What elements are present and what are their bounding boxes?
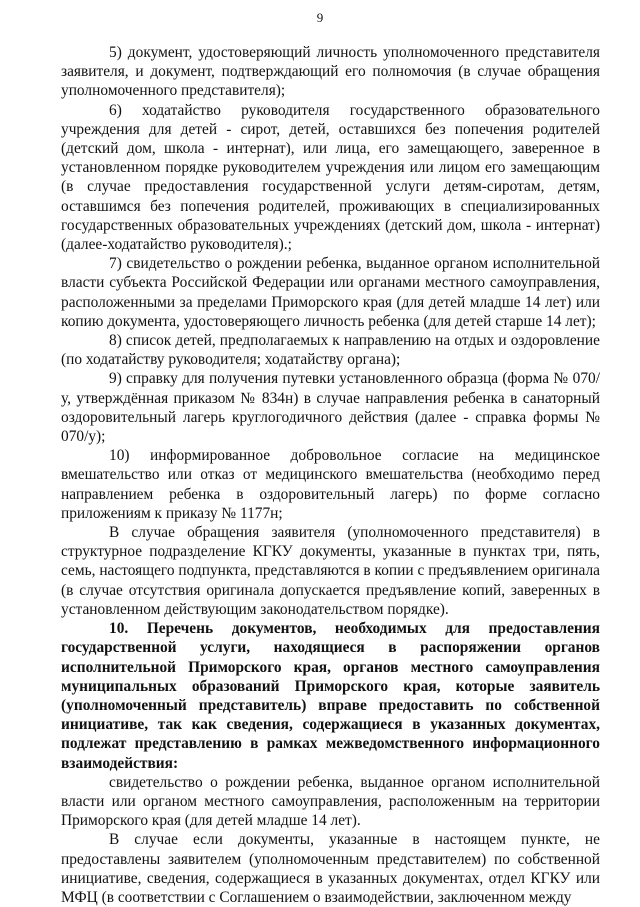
paragraph-item-6: 6) ходатайство руководителя государственного образовательного учреждения для детей - сирот, детей, оставшихся без попечения родителей (детский дом, школа - интернат), или лица, его замещающего, заверенное в установленном порядке руководителем учреждения или лицом его замещающим (в случае предоставления государственной услуги детям-сиротам, детям, оставшимся без попечения родителей, проживающих в специализированных государственных образовательных учреждениях (детский дом, школа - интернат) (далее-ходатайство руководителя).; (61, 101, 600, 254)
paragraph-birth-certificate: свидетельство о рождении ребенка, выданное органом исполнительной власти или органом местного самоуправления, расположенным на территории Приморского края (для детей младше 14 лет). (61, 773, 600, 830)
paragraph-item-10: 10) информированное добровольное согласие на медицинское вмешательство или отказ от медицинского вмешательства (необходимо перед направлением ребенка в оздоровительный лагерь) по форме согласно приложениям к приказу № 1177н; (61, 447, 600, 522)
section-10-heading: 10. Перечень документов, необходимых для предоставления государственной услуги, находящиеся в распоряжении органов исполнительной Приморского края, органов местного самоуправления муниципальных образований Приморского края, которые заявитель (уполномоченный представитель) вправе предоставить по собственной инициативе, так как сведения, содержащиеся в указанных документах, подлежат представлению в рамках межведомственного информационного взаимодействия: (61, 620, 600, 772)
document-body (61, 43, 600, 907)
paragraph-item-9: 9) справку для получения путевки установленного образца (форма № 070/у, утверждённая приказом № 834н) в случае направления ребенка в санаторный оздоровительный лагерь круглогодичного действия (далее - справка формы № 070/у); (61, 370, 600, 446)
paragraph-copies-note: В случае обращения заявителя (уполномоченного представителя) в структурное подразделение КГКУ документы, указанные в пунктах три, пять, семь, настоящего подпункта, представляются в копии с предъявлением оригинала (в случае отсутствия оригинала допускается предъявление копий, заверенных в установленном действующим законодательством порядке). (61, 524, 600, 618)
page-number: 9 (316, 10, 324, 25)
paragraph-item-5: 5) документ, удостоверяющий личность уполномоченного представителя заявителя, и документ, подтверждающий его полномочия (в случае обращения уполномоченного представителя); (61, 44, 600, 100)
paragraph-item-8: 8) список детей, предполагаемых к направлению на отдых и оздоровление (по ходатайству руководителя; ходатайству органа); (61, 332, 600, 369)
paragraph-item-7: 7) свидетельство о рождении ребенка, выданное органом исполнительной власти субъекта Российской Федерации или органами местного самоуправления, расположенными за пределами Приморского края (для детей младше 14 лет) или копию документа, удостоверяющего личность ребенка (для детей старше 14 лет); (61, 255, 600, 330)
paragraph-not-provided: В случае если документы, указанные в настоящем пункте, не предоставлены заявителем (уполномоченным представителем) по собственной инициативе, сведения, содержащиеся в указанных документах, отдел КГКУ или МФЦ (в соответствии с Соглашением о взаимодействии, заключенном между (61, 831, 600, 906)
